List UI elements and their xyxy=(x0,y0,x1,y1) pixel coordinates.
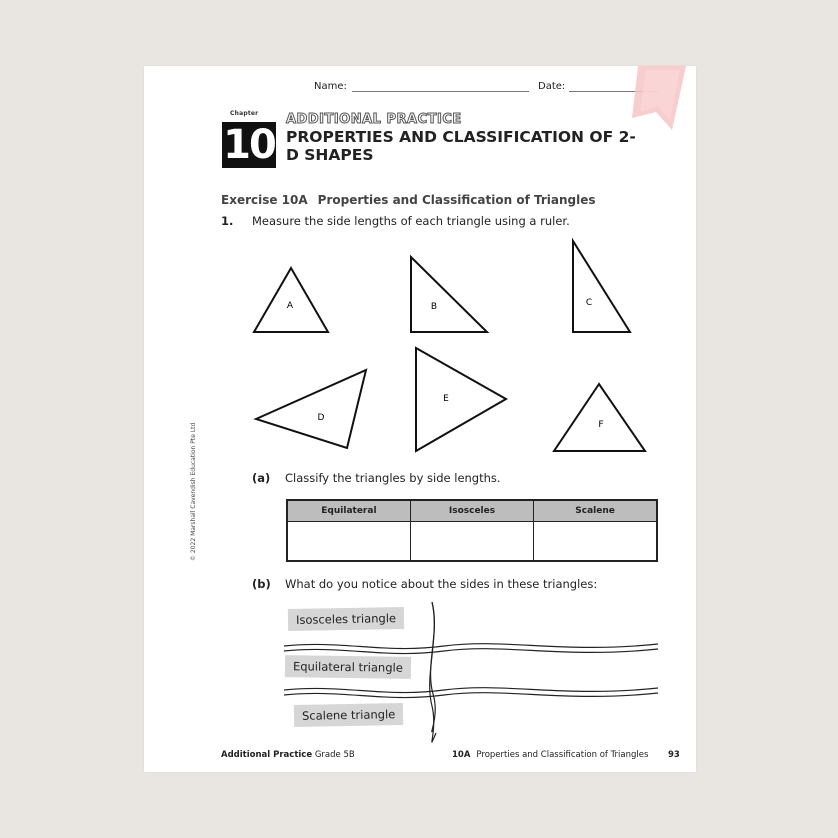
triangle-f-label: F xyxy=(598,420,604,430)
question-text: Measure the side lengths of each triangle using a ruler. xyxy=(252,214,570,228)
col-equilateral: Equilateral xyxy=(287,500,410,522)
answer-lines xyxy=(144,66,696,772)
label-scalene: Scalene triangle xyxy=(294,703,404,727)
part-a-label: (a) xyxy=(252,471,271,485)
triangle-e-label: E xyxy=(443,394,449,404)
footer-book-title: Additional Practice xyxy=(221,750,313,760)
footer-section-id: 10A xyxy=(452,750,471,760)
label-equilateral: Equilateral triangle xyxy=(285,655,411,679)
question-number: 1. xyxy=(221,214,234,228)
footer-section xyxy=(452,750,648,760)
footer-section-title: Properties and Classification of Triangles xyxy=(476,750,649,760)
exercise-title: Properties and Classification of Triangles xyxy=(317,193,596,207)
triangle-a-label: A xyxy=(286,301,294,311)
part-b-label: (b) xyxy=(252,577,271,591)
triangle-d-label: D xyxy=(317,413,325,423)
exercise-id: Exercise 10A xyxy=(221,193,308,207)
part-a-text: Classify the triangles by side lengths. xyxy=(285,471,501,485)
chapter-kicker: ADDITIONAL PRACTICE xyxy=(286,112,462,127)
chapter-number: 10 xyxy=(223,122,275,168)
date-label: Date: xyxy=(538,81,566,92)
col-isosceles: Isosceles xyxy=(410,500,533,522)
name-label: Name: xyxy=(314,81,347,92)
triangle-b-label: B xyxy=(430,302,438,312)
worksheet-page xyxy=(144,66,696,772)
page-number: 93 xyxy=(668,750,680,760)
chapter-word: Chapter xyxy=(230,110,259,117)
triangle-c-label: C xyxy=(585,298,593,308)
col-scalene: Scalene xyxy=(534,500,657,522)
label-isosceles: Isosceles triangle xyxy=(288,607,404,631)
footer-book xyxy=(221,750,355,760)
copyright-notice: © 2022 Marshall Cavendish Education Pte Ltd xyxy=(190,422,197,561)
part-b-text: What do you notice about the sides in these triangles: xyxy=(285,577,598,591)
chapter-title: PROPERTIES AND CLASSIFICATION OF 2-D SHAPES xyxy=(286,128,636,164)
footer-grade: Grade 5B xyxy=(314,750,355,760)
